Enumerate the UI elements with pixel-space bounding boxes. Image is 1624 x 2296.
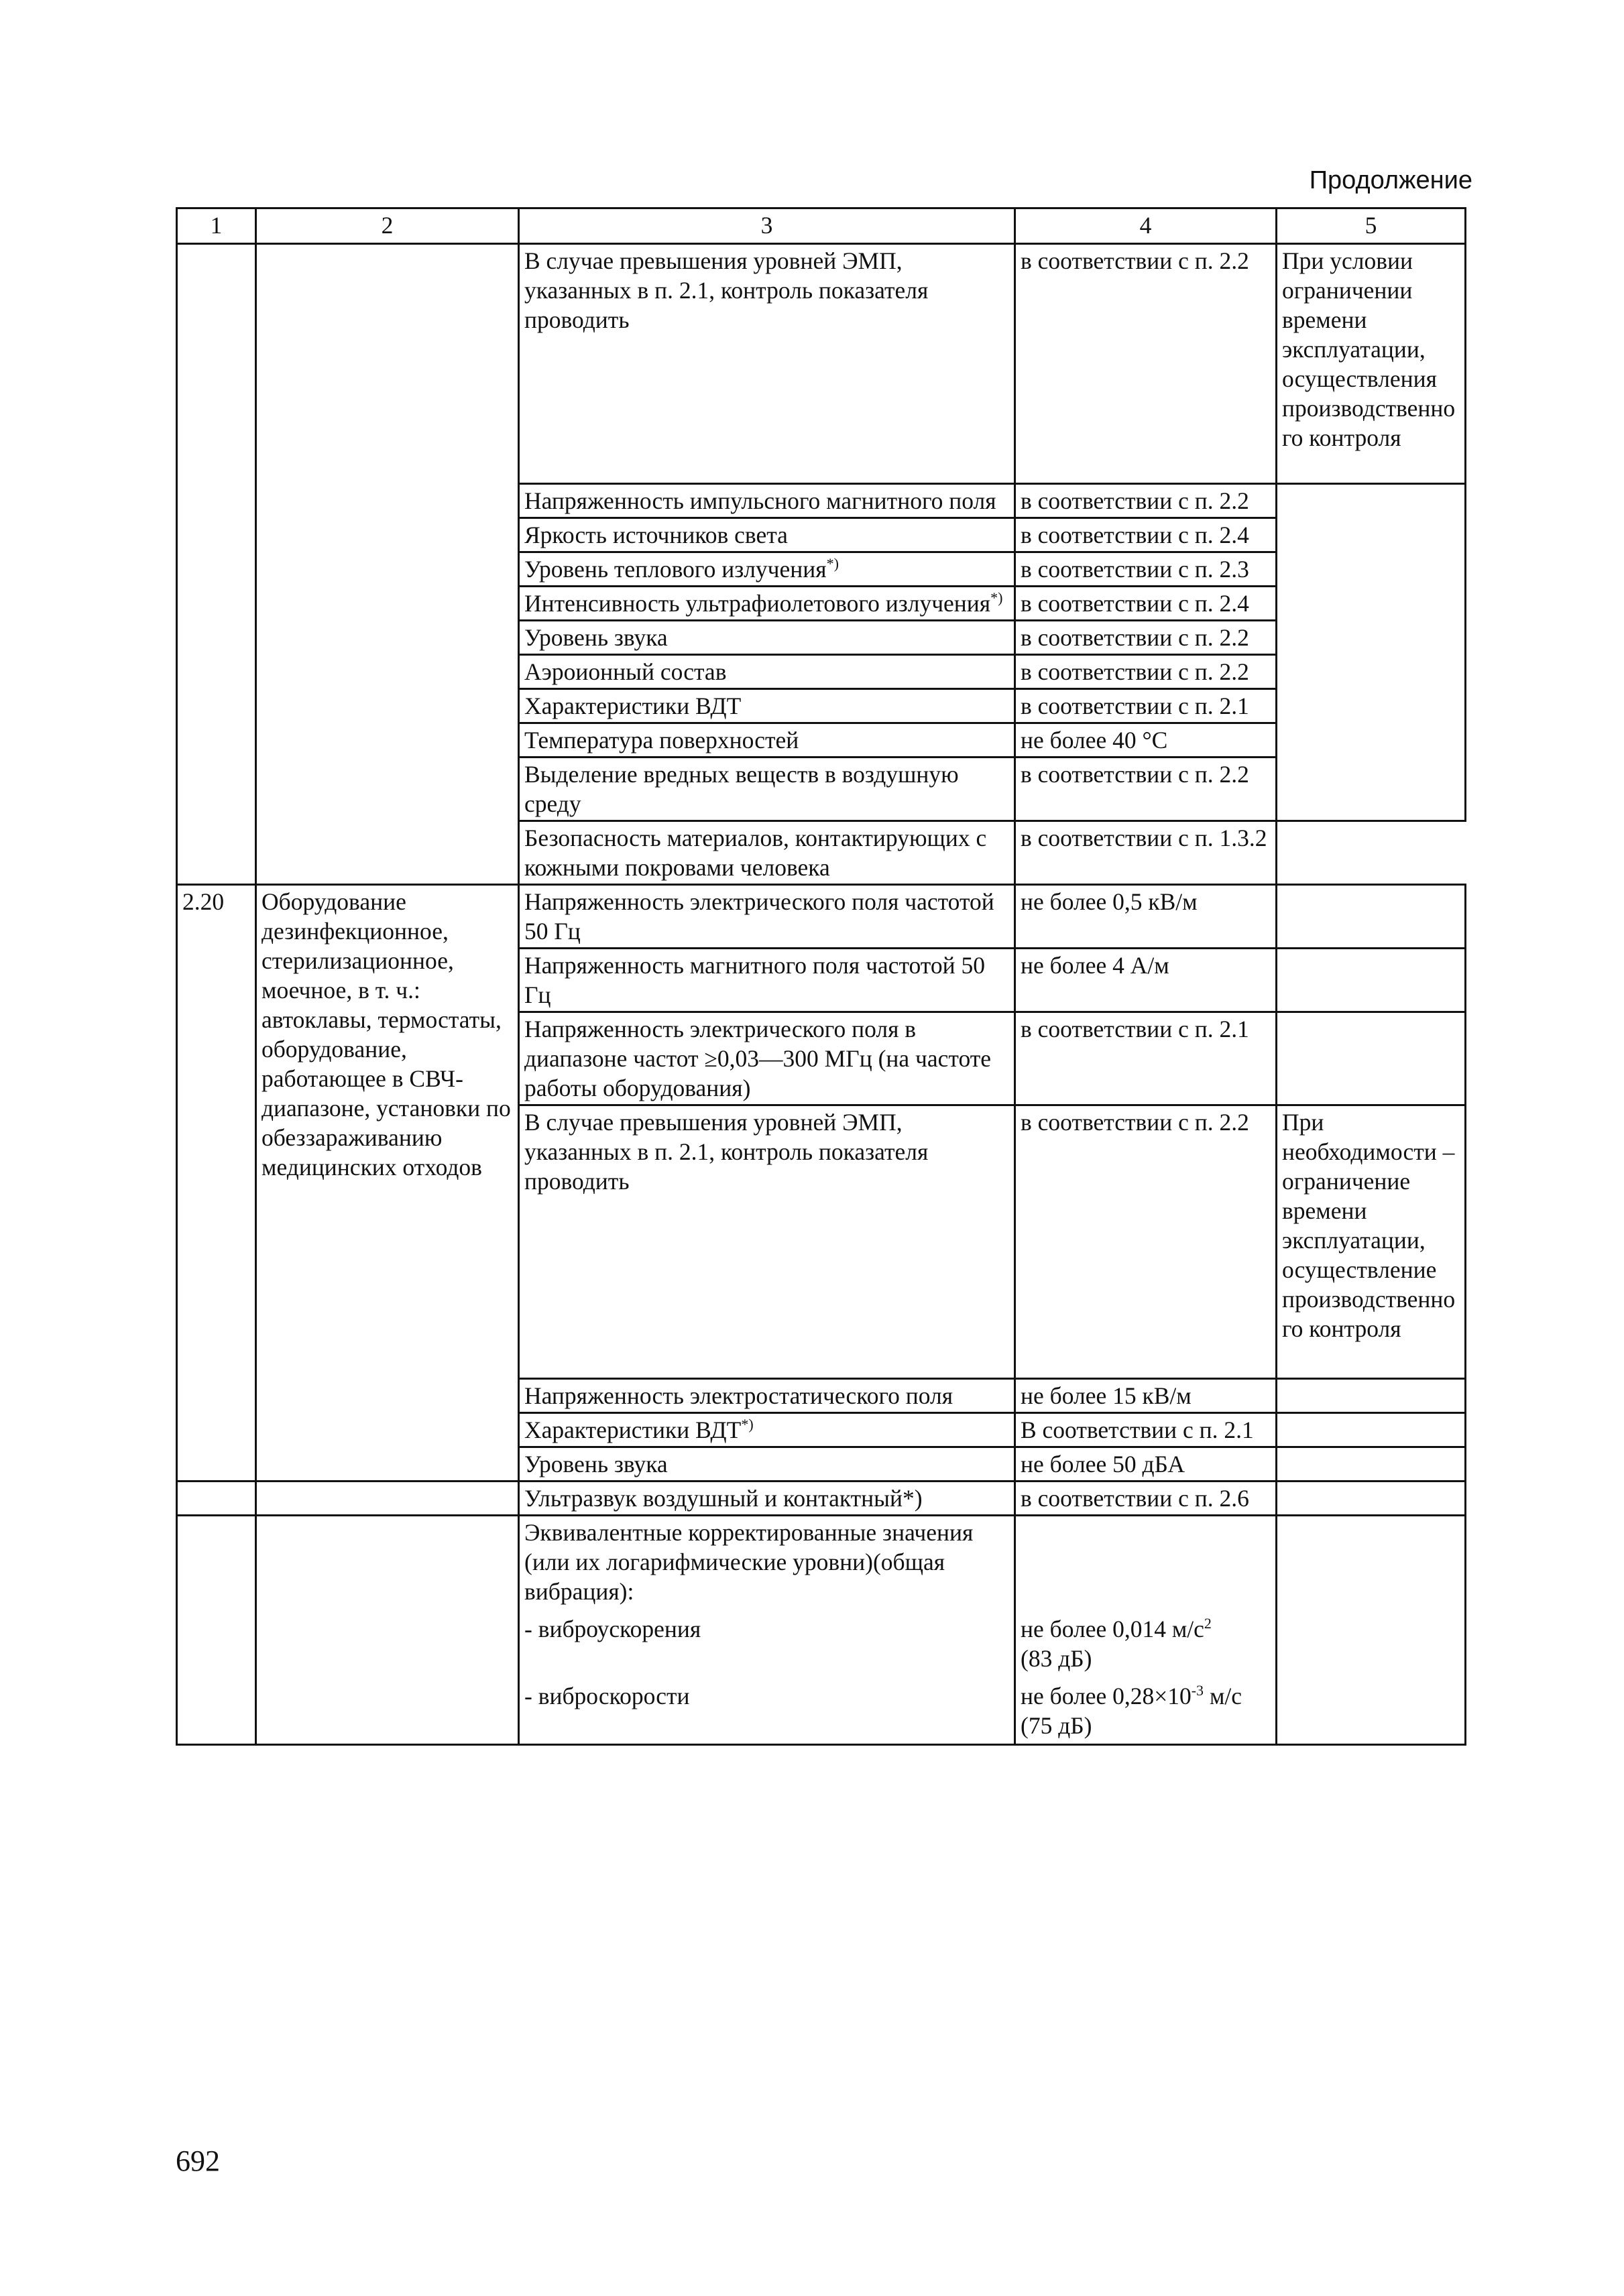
note-cell: При условии ограничении времени эксплуатации, осуществления производственного контроля [1277,244,1466,484]
param-cell: Уровень звука [519,621,1015,655]
vibration-velocity-label: - виброскорости [524,1683,690,1709]
section-number: 2.20 [177,885,256,1482]
value-cell: в соответствии с п. 2.2 [1015,758,1277,821]
value-cell: в соответствии с п. 2.1 [1015,689,1277,723]
header-col-1: 1 [177,208,256,244]
header-col-3: 3 [519,208,1015,244]
param-cell: Напряженность электростатического поля [519,1379,1015,1413]
param-cell: Напряженность электрического поля частотой 50 Гц [519,885,1015,949]
note-cell-empty [1277,1413,1466,1447]
vibration-velocity-value [1021,1681,1271,1711]
cell-equipment-empty [256,1516,519,1745]
cell-num-empty [177,1516,256,1745]
value-cell: В соответствии с п. 2.1 [1015,1413,1277,1447]
param-cell: Напряженность импульсного магнитного поля [519,484,1015,518]
cell-equipment-empty [256,1482,519,1516]
param-cell: Напряженность электрического поля в диапазоне частот ≥0,03—300 МГц (на частоте работы оборудования) [519,1012,1015,1105]
value-cell: в соответствии с п. 2.2 [1015,655,1277,689]
param-cell: Выделение вредных веществ в воздушную среду [519,758,1015,821]
note-cell-empty [1277,1012,1466,1105]
table-row [177,244,1466,484]
value-cell: не более 4 А/м [1015,949,1277,1012]
value-cell: в соответствии с п. 1.3.2 [1015,821,1277,885]
param-text: Уровень теплового излучения [524,556,827,583]
table-row [177,885,1466,949]
vel-value-text-b: м/с [1204,1683,1242,1709]
value-cell: в соответствии с п. 2.6 [1015,1482,1277,1516]
equipment-description: Оборудование дезинфекционное, стерилизационное, моечное, в т. ч.: автоклавы, термостаты, оборудование, работающее в СВЧ-диапазоне, установки по обеззараживанию медицинских отходов [256,885,519,1482]
value-cell: не более 40 °С [1015,723,1277,758]
table-row [177,1482,1466,1516]
header-col-5: 5 [1277,208,1466,244]
value-cell: в соответствии с п. 2.2 [1015,244,1277,484]
page-number: 692 [176,2144,220,2177]
note-cell: При необходимости – ограничение времени эксплуатации, осуществление производственного контроля [1277,1105,1466,1379]
vel-superscript: -3 [1191,1682,1204,1699]
param-cell: Характеристики ВДТ [519,689,1015,723]
note-cell-empty [1277,1482,1466,1516]
param-cell [519,1413,1015,1447]
acc-value-text: не более 0,014 м/с [1021,1616,1204,1642]
vibration-acceleration-db: (83 дБ) [1021,1645,1092,1672]
param-cell: Температура поверхностей [519,723,1015,758]
param-cell: В случае превышения уровней ЭМП, указанных в п. 2.1, контроль показателя проводить [519,1105,1015,1379]
param-cell [519,1516,1015,1745]
value-cell: в соответствии с п. 2.4 [1015,518,1277,552]
value-cell: в соответствии с п. 2.4 [1015,587,1277,621]
value-cell: в соответствии с п. 2.2 [1015,484,1277,518]
table-row [177,1516,1466,1745]
param-cell [519,552,1015,587]
note-cell-empty [1277,1379,1466,1413]
vibration-intro: Эквивалентные корректированные значения (или их логарифмические уровни)(общая вибрация): [524,1519,974,1605]
value-cell: в соответствии с п. 2.2 [1015,1105,1277,1379]
acc-superscript: 2 [1204,1615,1212,1632]
param-cell: Ультразвук воздушный и контактный*) [519,1482,1015,1516]
value-cell: не более 0,5 кВ/м [1015,885,1277,949]
param-cell: Уровень звука [519,1447,1015,1482]
param-cell: В случае превышения уровней ЭМП, указанных в п. 2.1, контроль показателя проводить [519,244,1015,484]
note-cell-empty [1277,949,1466,1012]
vel-value-text-a: не более 0,28×10 [1021,1683,1192,1709]
continuation-label: Продолжение [1309,166,1472,194]
vibration-acceleration-label: - виброускорения [524,1616,701,1642]
cell-num-empty [177,244,256,885]
param-text: Интенсивность ультрафиолетового излучения [524,590,991,617]
footnote-mark: *) [990,589,1003,607]
note-cell-empty [1277,1447,1466,1482]
vibration-velocity-db: (75 дБ) [1021,1712,1092,1739]
header-col-2: 2 [256,208,519,244]
footnote-mark: *) [826,555,839,572]
param-cell: Яркость источников света [519,518,1015,552]
param-cell [519,587,1015,621]
note-cell-empty [1277,484,1466,821]
note-cell-empty [1277,885,1466,949]
footnote-mark: *) [741,1416,754,1433]
value-cell: в соответствии с п. 2.1 [1015,1012,1277,1105]
header-col-4: 4 [1015,208,1277,244]
param-cell: Безопасность материалов, контактирующих с кожными покровами человека [519,821,1015,885]
requirements-table [176,207,1466,1746]
param-text: Характеристики ВДТ [524,1416,742,1443]
param-cell: Аэроионный состав [519,655,1015,689]
cell-num-empty [177,1482,256,1516]
vibration-acceleration-value [1021,1614,1271,1644]
value-cell: в соответствии с п. 2.3 [1015,552,1277,587]
value-cell [1015,1516,1277,1745]
cell-equipment-empty [256,244,519,885]
value-cell: не более 50 дБА [1015,1447,1277,1482]
value-cell: не более 15 кВ/м [1015,1379,1277,1413]
header-row [177,208,1466,244]
value-cell: в соответствии с п. 2.2 [1015,621,1277,655]
note-cell-empty [1277,1516,1466,1745]
param-cell: Напряженность магнитного поля частотой 50 Гц [519,949,1015,1012]
